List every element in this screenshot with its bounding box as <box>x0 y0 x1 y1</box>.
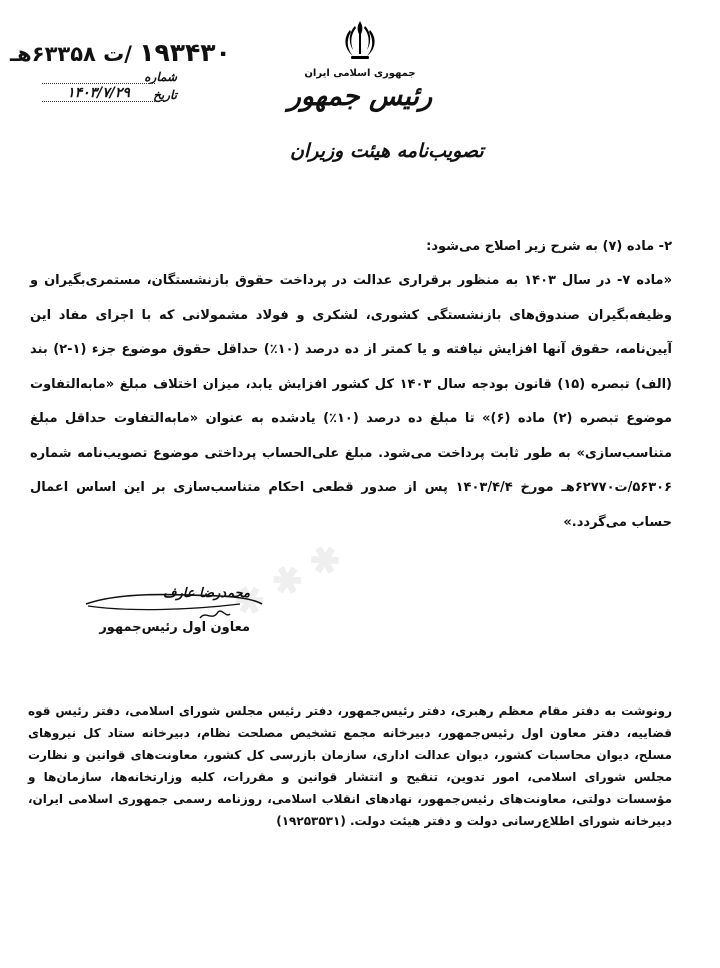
letter-meta <box>42 66 177 102</box>
date-row <box>42 84 177 102</box>
president-title: رئیس جمهور <box>287 81 433 112</box>
letterhead <box>280 18 440 112</box>
iran-emblem-icon <box>340 18 380 62</box>
carbon-copy-list: رونوشت به دفتر مقام معظم رهبری، دفتر رئیس‌جمهور، دفتر رئیس مجلس شورای اسلامی، دفتر رئیس قوه قضاییه، دفتر معاون اول رئیس‌جمهور، دبیرخانه مجمع تشخیص مصلحت نظام، دبیرخانه ستاد کل نیروهای مسلح، دیوان محاسبات کشور، دیوان عدالت اداری، سازمان بازرسی کل کشور، معاونت‌های قوانین و نظارت مجلس شورای اسلامی، امور تدوین، تنقیح و انتشار قوانین و مقررات، کلیه وزارتخانه‌ها، سازمان‌ها و مؤسسات دولتی، معاونت‌های رئیس‌جمهور، نهادهای انقلاب اسلامی، روزنامه رسمی جمهوری اسلامی ایران، دبیرخانه شورای اطلاع‌رسانی دولت و دفتر هیئت دولت. (۱۹۲۵۳۵۳۱) <box>28 704 672 828</box>
document-number-suffix: /ت ۶۳۳۵۸هـ <box>10 42 132 66</box>
signature-block <box>80 582 280 652</box>
signer-title: معاون اول رئیس‌جمهور <box>99 620 250 635</box>
country-name: جمهوری اسلامی ایران <box>304 68 416 79</box>
number-label: شماره <box>144 70 177 84</box>
date-label: تاریخ <box>153 88 177 102</box>
watermark-stamp: ✱ ✱ ✱ <box>226 535 349 627</box>
number-line <box>42 83 155 84</box>
document-number-digits: ۱۹۳۴۳۰ <box>139 38 231 67</box>
document-number <box>10 38 231 67</box>
cabinet-approval-title: تصویب‌نامه هیئت وزیران <box>290 140 484 162</box>
date-value: ۱۴۰۳/۷/۲۹ <box>42 85 155 102</box>
number-row <box>42 66 177 84</box>
signer-name: محمدرضا عارف <box>163 586 250 601</box>
article-7-text: «ماده ۷- در سال ۱۴۰۳ به منظور برقراری عدالت در پرداخت حقوق بازنشستگان، مستمری‌بگیران و وظیفه‌بگیران صندوق‌های بازنشستگی کشوری، لشکری و فولاد مشمولانی که با اجرای مفاد این آیین‌نامه، حقوق آنها افزایش نیافته و یا کمتر از ده درصد (۱۰٪) حداقل حقوق موضوع جزء (۱-۲) بند (الف) تبصره (۱۵) قانون بودجه سال ۱۴۰۳ کل کشور افزایش یابد، میزان اختلاف مبلغ «مابه‌التفاوت موضوع تبصره (۲) ماده (۶)» تا مبلغ ده درصد (۱۰٪) یادشده به عنوان «مابه‌التفاوت حداقل مبلغ متناسب‌سازی» به طور ثابت پرداخت می‌شود. مبلغ علی‌الحساب پرداختی موضوع تصویب‌نامه شماره ۵۶۳۰۶/ت۶۲۷۷۰هـ مورخ ۱۴۰۳/۴/۴ پس از صدور قطعی احکام متناسب‌سازی بر این اساس اعمال حساب می‌گردد.» <box>30 273 673 530</box>
amendment-heading: ۲- ماده (۷) به شرح زیر اصلاح می‌شود: <box>426 239 672 254</box>
